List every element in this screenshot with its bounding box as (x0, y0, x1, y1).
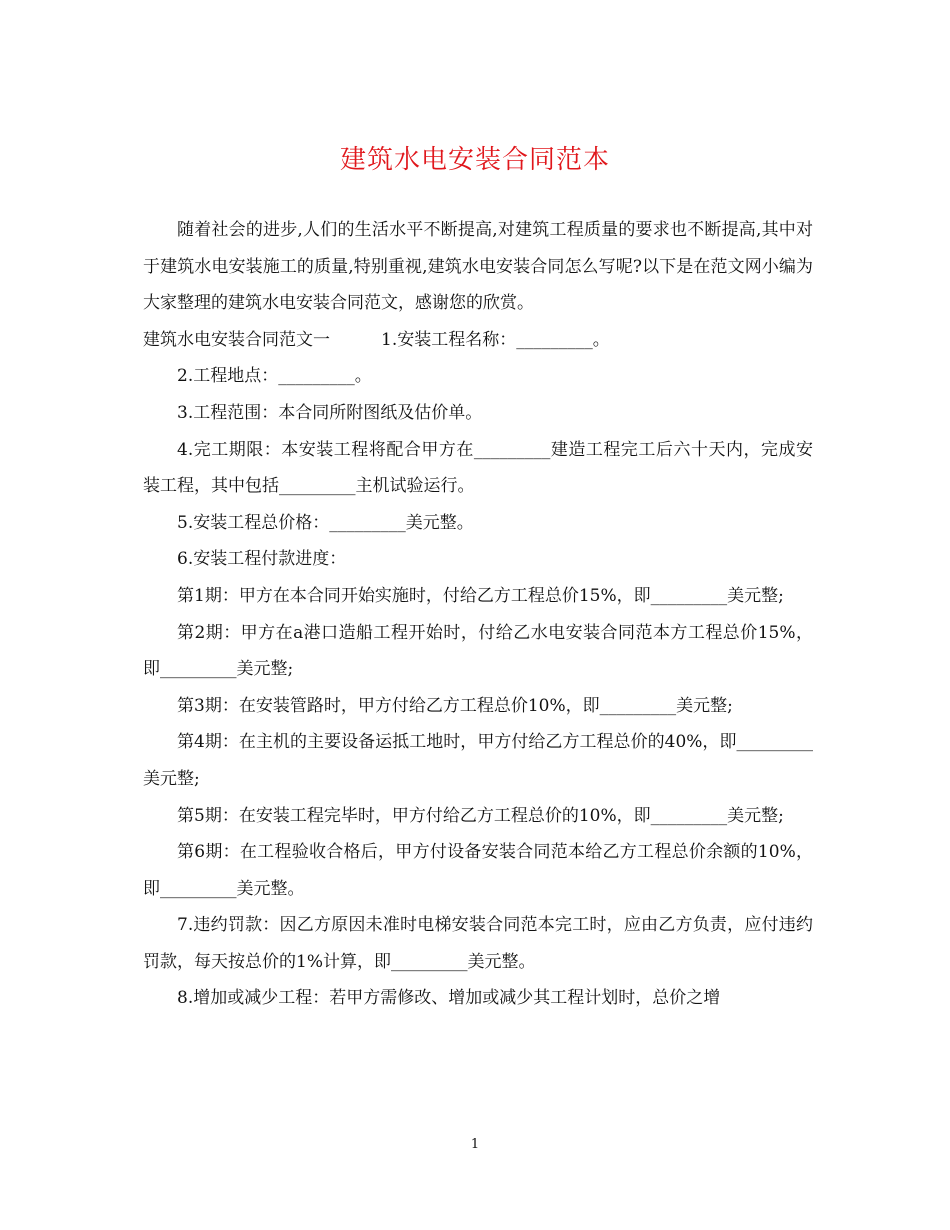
paragraph-phase-5: 第5期：在安装工程完毕时，甲方付给乙方工程总价的10%，即_________美元整; (177, 805, 784, 826)
document-body (143, 212, 813, 1017)
paragraph-phase-6: 第6期：在工程验收合格后，甲方付设备安装合同范本给乙方工程总价余额的10%，即_________美元整。 (143, 842, 813, 899)
paragraph-item-2: 2.工程地点：_________。 (177, 366, 372, 387)
paragraph-item-8: 8.增加或减少工程：若甲方需修改、增加或减少其工程计划时，总价之增 (177, 988, 721, 1009)
paragraph-phase-1: 第1期：甲方在本合同开始实施时，付给乙方工程总价15%，即_________美元整; (177, 585, 784, 606)
document-title: 建筑水电安装合同范本 (339, 145, 610, 175)
paragraph-phase-4: 第4期：在主机的主要设备运抵工地时，甲方付给乙方工程总价的40%，即_________美元整; (143, 732, 813, 789)
paragraph-phase-2: 第2期：甲方在a港口造船工程开始时，付给乙水电安装合同范本方工程总价15%，即_________美元整; (143, 622, 813, 680)
paragraph-item-6: 6.安装工程付款进度： (177, 549, 347, 570)
paragraph-item-7: 7.违约罚款：因乙方原因未准时电梯安装合同范本完工时，应由乙方负责，应付违约罚款，每天按总价的1%计算，即_________美元整。 (143, 915, 813, 972)
paragraph-intro: 随着社会的进步,人们的生活水平不断提高,对建筑工程质量的要求也不断提高,其中对于建筑水电安装施工的质量,特别重视,建筑水电安装合同怎么写呢?以下是在范文网小编为大家整理的建筑水电安装合同范文，感谢您的欣赏。 (143, 220, 813, 314)
paragraph-item-4: 4.完工期限：本安装工程将配合甲方在_________建造工程完工后六十天内，完成安装工程，其中包括_________主机试验运行。 (143, 439, 813, 497)
page-number: 1 (470, 1137, 480, 1152)
paragraph-item-3: 3.工程范围：本合同所附图纸及估价单。 (177, 402, 483, 423)
paragraph-phase-3: 第3期：在安装管路时，甲方付给乙方工程总价10%，即_________美元整; (177, 695, 733, 716)
paragraph-sample-1-item-1: 建筑水电安装合同范文一 1.安装工程名称：_________。 (143, 329, 610, 350)
paragraph-item-5: 5.安装工程总价格：_________美元整。 (177, 512, 474, 533)
